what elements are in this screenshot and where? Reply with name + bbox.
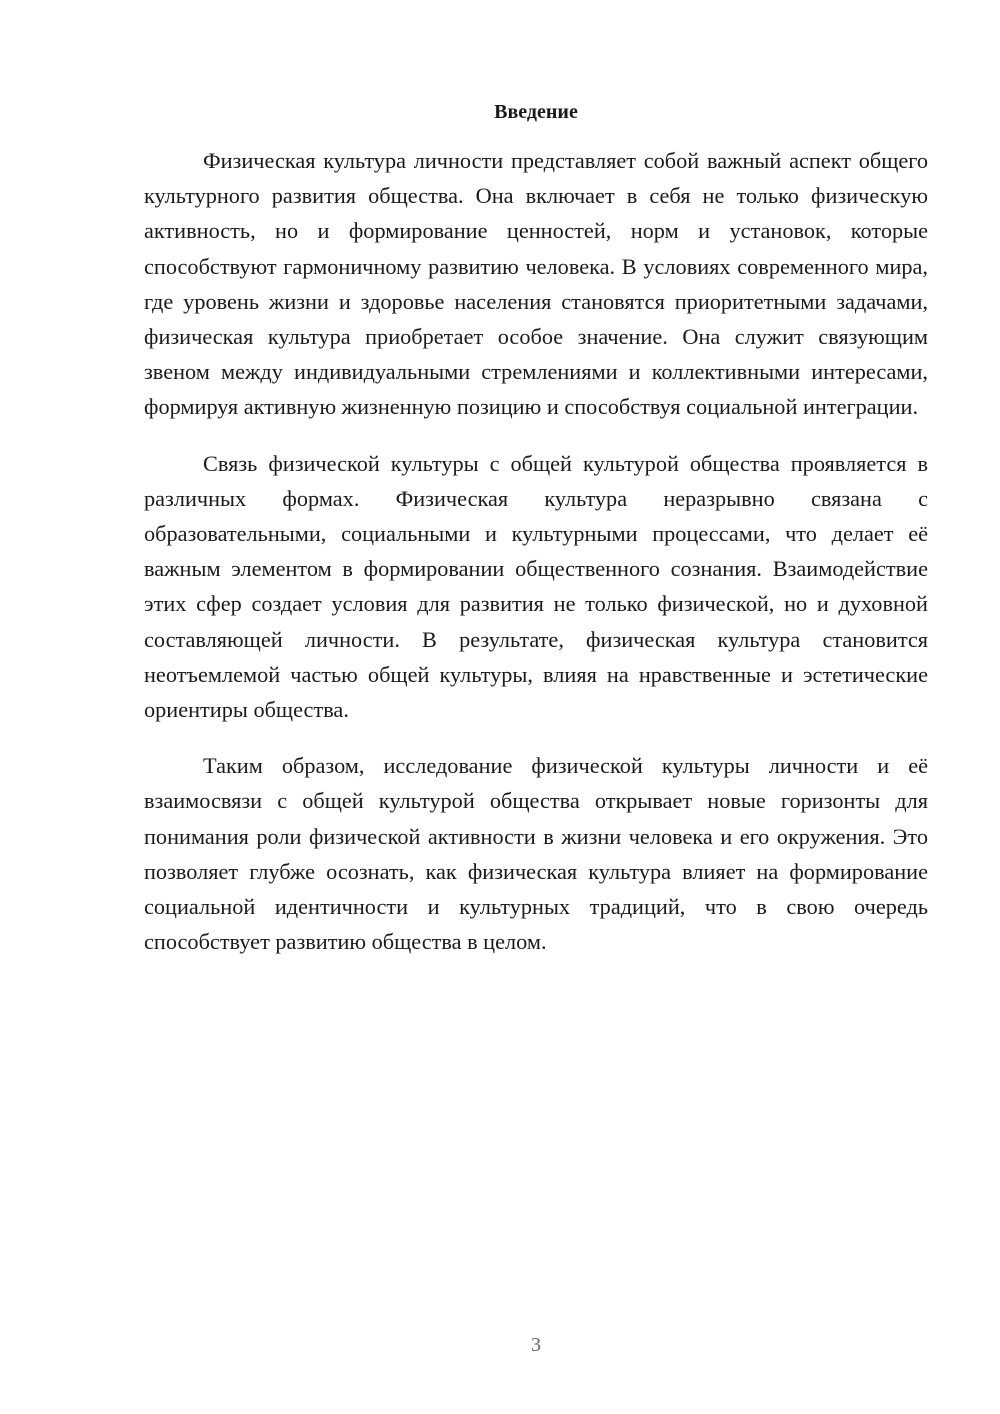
paragraph-2: Связь физической культуры с общей культурой общества проявляется в различных формах. Физическая культура неразрывно связана с образовательными, социальными и культурными процессами, что делает её важным элементом в формировании общественного сознания. Взаимодействие этих сфер создает условия для развития не только физической, но и духовной составляющей личности. В результате, физическая культура становится неотъемлемой частью общей культуры, влияя на нравственные и эстетические ориентиры общества. — [144, 450, 928, 723]
paragraph-1: Физическая культура личности представляет собой важный аспект общего культурного развития общества. Она включает в себя не только физическую активность, но и формирование ценностей, норм и установок, которые способствуют гармоничному развитию человека. В условиях современного мира, где уровень жизни и здоровье населения становятся приоритетными задачами, физическая культура приобретает особое значение. Она служит связующим звеном между индивидуальными стремлениями и коллективными интересами, формируя активную жизненную позицию и способствуя социальной интеграции. — [144, 148, 928, 420]
document-body — [144, 143, 928, 980]
page-title: Введение — [494, 101, 578, 123]
page-number: 3 — [531, 1334, 541, 1356]
paragraph-3: Таким образом, исследование физической культуры личности и её взаимосвязи с общей культурой общества открывает новые горизонты для понимания роли физической активности в жизни человека и его окружения. Это позволяет глубже осознать, как физическая культура влияет на формирование социальной идентичности и культурных традиций, что в свою очередь способствует развитию общества в целом. — [144, 753, 928, 955]
